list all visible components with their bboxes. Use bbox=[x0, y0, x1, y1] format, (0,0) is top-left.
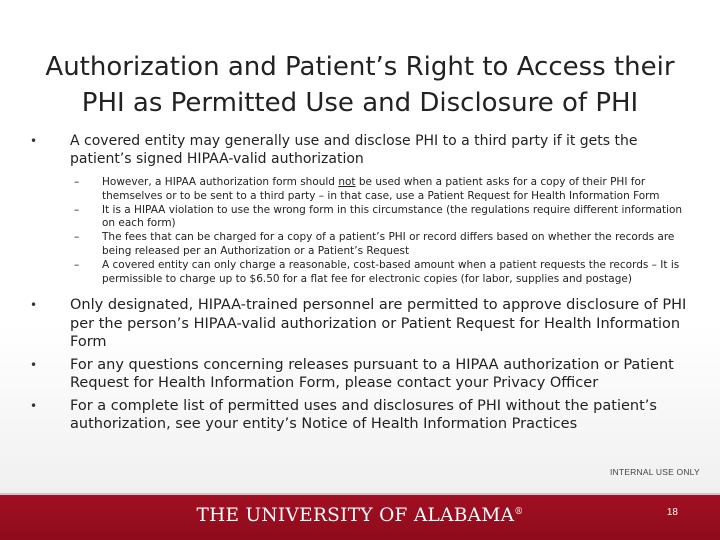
bullet-text: For a complete list of permitted uses and disclosures of PHI without the patient’s authorization, see your entity’s Notice of Health Information Practices bbox=[70, 397, 657, 433]
title-line-1: Authorization and Patient’s Right to Access their bbox=[45, 52, 675, 83]
sub-bullet-item bbox=[28, 204, 688, 232]
sub-bullet-text-start: However, a HIPAA authorization form should bbox=[102, 176, 339, 188]
bullet-text: A covered entity may generally use and disclose PHI to a third party if it gets the patient’s signed HIPAA-valid authorization bbox=[70, 133, 638, 167]
sub-bullet-text-end: be used when a patient asks for a copy of their PHI for themselves or to be sent to a third party – in that case, use a Patient Request for Health Information Form bbox=[102, 176, 660, 202]
dash-icon: – bbox=[74, 231, 80, 244]
slide-title bbox=[20, 49, 700, 121]
sub-bullet-text: It is a HIPAA violation to use the wrong form in this circumstance (the regulations require different information on each form) bbox=[102, 203, 683, 230]
dash-icon: – bbox=[74, 258, 80, 271]
underlined-word: not bbox=[338, 176, 356, 188]
bullet-item bbox=[28, 132, 688, 168]
sub-bullet-item bbox=[28, 231, 688, 259]
bullet-item bbox=[28, 296, 688, 352]
page-number: 18 bbox=[666, 507, 678, 518]
bullet-item bbox=[28, 397, 688, 434]
wordmark-text: THE UNIVERSITY OF ALABAMA bbox=[196, 505, 515, 526]
bullet-dot-icon: • bbox=[30, 357, 38, 372]
university-wordmark bbox=[0, 505, 720, 526]
bullet-text: For any questions concerning releases pursuant to a HIPAA authorization or Patient Request for Health Information Form, please contact your Privacy Officer bbox=[70, 356, 674, 392]
internal-use-label: INTERNAL USE ONLY bbox=[610, 467, 700, 477]
bullet-dot-icon: • bbox=[30, 134, 38, 148]
sub-bullet-text: A covered entity can only charge a reasonable, cost-based amount when a patient requests the records – It is permissible to charge up to $6.50 for a flat fee for electronic copies (for labor, supplies and postage) bbox=[102, 258, 680, 285]
dash-icon: – bbox=[74, 203, 80, 216]
footer-bar bbox=[0, 495, 720, 540]
sub-bullet-item bbox=[28, 259, 688, 287]
bullet-dot-icon: • bbox=[30, 298, 38, 313]
registered-mark: ® bbox=[514, 506, 524, 517]
dash-icon: – bbox=[74, 176, 80, 188]
sub-bullet-item bbox=[28, 176, 688, 204]
title-line-2: PHI as Permitted Use and Disclosure of PHI bbox=[81, 88, 639, 119]
bullet-item bbox=[28, 356, 688, 393]
bullet-list bbox=[28, 132, 688, 434]
sub-bullet-list bbox=[28, 176, 688, 286]
bullet-text: Only designated, HIPAA-trained personnel are permitted to approve disclosure of PHI per the person’s HIPAA-valid authorization or Patient Request for Health Information Form bbox=[70, 297, 687, 351]
bullet-dot-icon: • bbox=[30, 398, 38, 413]
sub-bullet-text: The fees that can be charged for a copy of a patient’s PHI or record differs based on whether the records are being released per an Authorization or a Patient’s Request bbox=[102, 231, 675, 257]
